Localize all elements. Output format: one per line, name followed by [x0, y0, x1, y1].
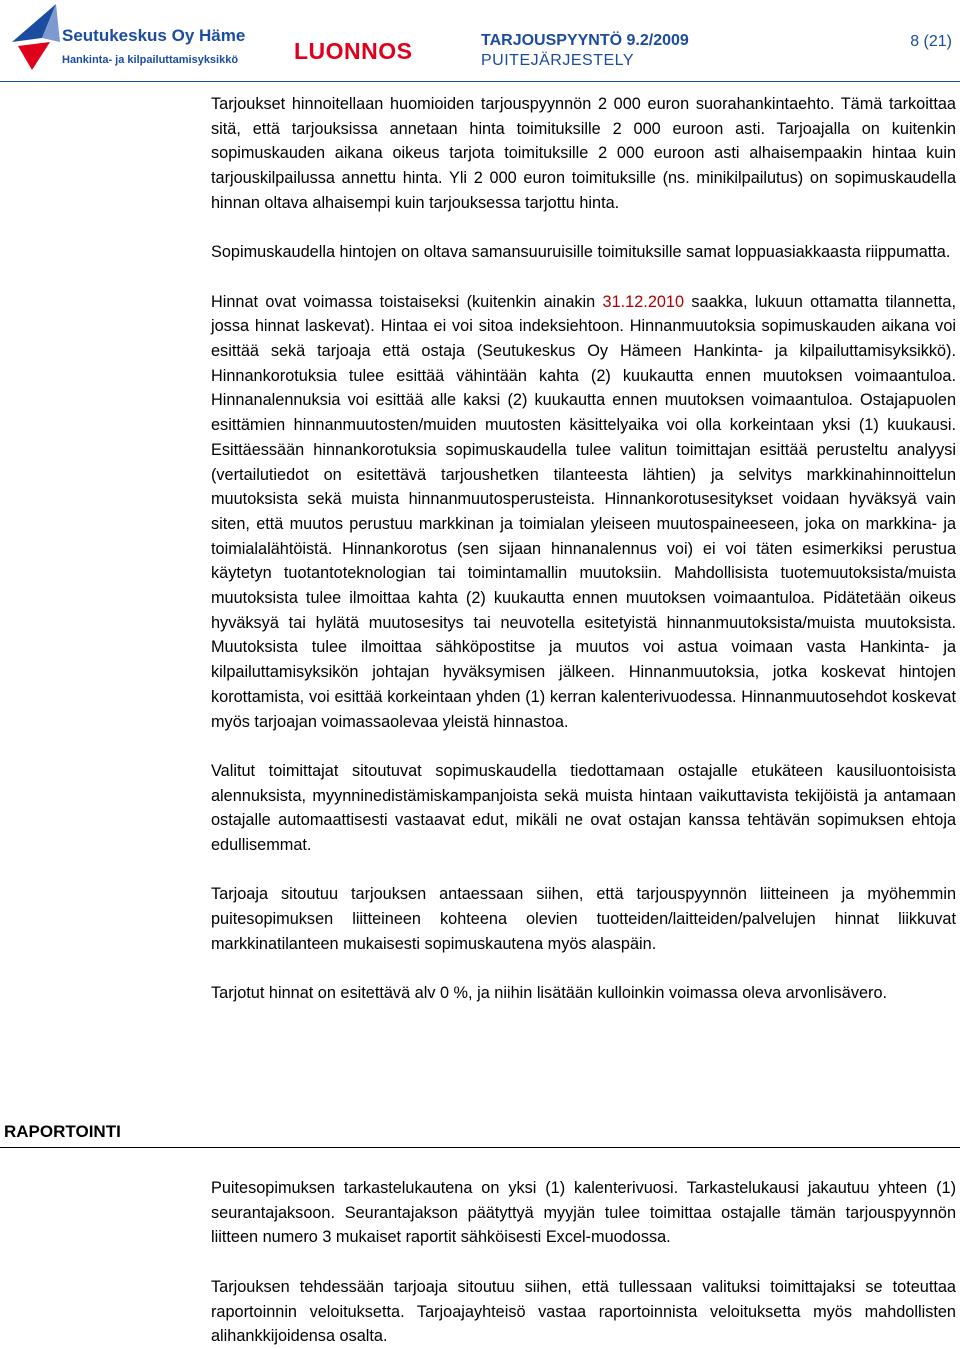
page-number: 8 (21) — [910, 33, 952, 50]
page-header — [0, 0, 960, 82]
header-divider — [0, 81, 960, 82]
logo-icon — [10, 2, 62, 72]
paragraph-equal-prices: Sopimuskaudella hintojen on oltava samansuuruisille toimituksille samat loppuasiakkaasta riippumatta. — [211, 243, 951, 262]
paragraph-vat: Tarjotut hinnat on esitettävä alv 0 %, ja niihin lisätään kulloinkin voimassa oleva arvonlisävero. — [211, 984, 888, 1003]
draft-label: LUONNOS — [294, 38, 413, 64]
document-title: TARJOUSPYYNTÖ 9.2/2009 — [481, 32, 689, 49]
paragraph-review-period: Puitesopimuksen tarkastelukautena on yksi (1) kalenterivuosi. Tarkastelukausi jakautuu yhteen (1) seurantajaksoon. Seurantajakson päätyttyä myyjän tulee toimittaa ostajalle tämän tarjouspyynnön liitteen numero 3 mukaiset raportit sähköisesti Excel-muodossa. — [211, 1179, 956, 1247]
paragraph-reporting-free: Tarjouksen tehdessään tarjoaja sitoutuu siihen, että tullessaan valituksi toimittajaksi se toteuttaa raportoinnin veloituksetta. Tarjoajayhteisö vastaa raportoinnista veloituksetta myös mahdollisten alihankkijoidensa osalta. — [211, 1277, 956, 1346]
validity-text-start: Hinnat ovat voimassa toistaiseksi (kuitenkin ainakin — [211, 292, 603, 311]
paragraph-price-validity — [211, 290, 956, 735]
paragraph-discounts: Valitut toimittajat sitoutuvat sopimuskaudella tiedottamaan ostajalle etukäteen kausiluontoisista alennuksista, myynninedistämiskampanjoista sekä muista hintaan vaikuttavista tekijöistä ja antamaan ostajalle automaattisesti vastaavat edut, mikäli ne ovat ostajan kanssa tehtävän sopimuksen ehtoja edullisemmat. — [211, 761, 956, 855]
validity-date: 31.12.2010 — [602, 292, 685, 311]
paragraph-market-prices: Tarjoaja sitoutuu tarjouksen antaessaan siihen, että tarjouspyynnön liitteineen ja myöhemmin puitesopimuksen liitteineen kohteena olevien tuotteiden/laitteiden/palvelujen hinnat liikkuvat markkinatilanteen mukaisesti sopimuskautena myös alaspäin. — [211, 885, 956, 953]
section-heading-reporting: RAPORTOINTI — [4, 1122, 121, 1141]
org-unit: Hankinta- ja kilpailuttamisyksikkö — [62, 54, 239, 66]
section-divider — [0, 1147, 960, 1148]
reporting-text — [211, 1176, 956, 1349]
org-name: Seutukeskus Oy Häme — [62, 26, 246, 45]
main-text — [211, 92, 956, 1006]
document-subtitle: PUITEJÄRJESTELY — [481, 52, 635, 69]
paragraph-pricing: Tarjoukset hinnoitellaan huomioiden tarjouspyynnön 2 000 euron suorahankintaehto. Tämä tarkoittaa sitä, että tarjouksissa annetaan hinta toimituksille 2 000 euroon asti. Tarjoajalla on kuitenkin sopimuskauden aikana oikeus tarjota toimituksille 2 000 euroon asti alhaisempaakin hintaa kuin tarjouskilpailussa annettu hinta. Yli 2 000 euron toimituksille (ns. minikilpailutus) on sopimuskaudella hinnan oltava alhaisempi kuin tarjouksessa tarjottu hinta. — [211, 95, 956, 212]
validity-text-rest: saakka, lukuun ottamatta tilannetta, jossa hinnat laskevat). Hintaa ei voi sitoa indeksiehtoon. Hinnanmuutoksia sopimuskauden aikana voi esittää sekä tarjoaja että ostaja (Seutukeskus Oy Hämeen Hankinta- ja kilpailuttamisyksikkö). Hinnankorotuksia tulee esittää vähintään kahta (2) kuukautta ennen muutoksen voimaantuloa. Hinnanalennuksia voi esittää alle kaksi (2) kuukautta ennen muutoksen voimaantuloa. Ostajapuolen esittämien hinnanmuutosten/muiden muutosten käsittelyaika voi olla korkeintaan yksi (1) kuukausi. Esittäessään hinnankorotuksia sopimuskaudella tulee valitun toimittajan esittää perusteltu analyysi (vertailutiedot on esitettävä tarjoushetken tilanteesta lähtien) ja selvitys markkinahinnoittelun muutoksista sekä muista hinnanmuutosperusteista. Hinnankorotusesitykset voidaan hyväksyä vain siten, että muutos perustuu markkinan ja toimialan yleiseen muutospaineeseen, joka on markkina- ja toimialalähtöistä. Hinnankorotus (sen sijaan hinnanalennus voi) ei voi täten esimerkiksi perustua käytetyn tuotantoteknologian tai toimintamallin muutoksiin. Mahdollisista tuotemuutoksista/muista muutoksista tulee ilmoittaa kahta (2) kuukautta ennen muutoksen voimaantuloa. Pidätetään oikeus hyväksyä tai hylätä muutosesitys tai neuvotella esitetyistä hinnanmuutoksista/muista muutoksista. Muutoksista tulee ilmoittaa sähköpostitse ja muutos voi astua voimaan vasta Hankinta- ja kilpailuttamisyksikön johtajan hyväksymisen jälkeen. Hinnanmuutoksia, jotka koskevat hintojen korottamista, voi esittää korkeintaan yhden (1) kerran kalenterivuodessa. Hinnanmuutosehdot koskevat myös tarjoajan voimassaolevaa yleistä hinnastoa. — [211, 292, 956, 731]
